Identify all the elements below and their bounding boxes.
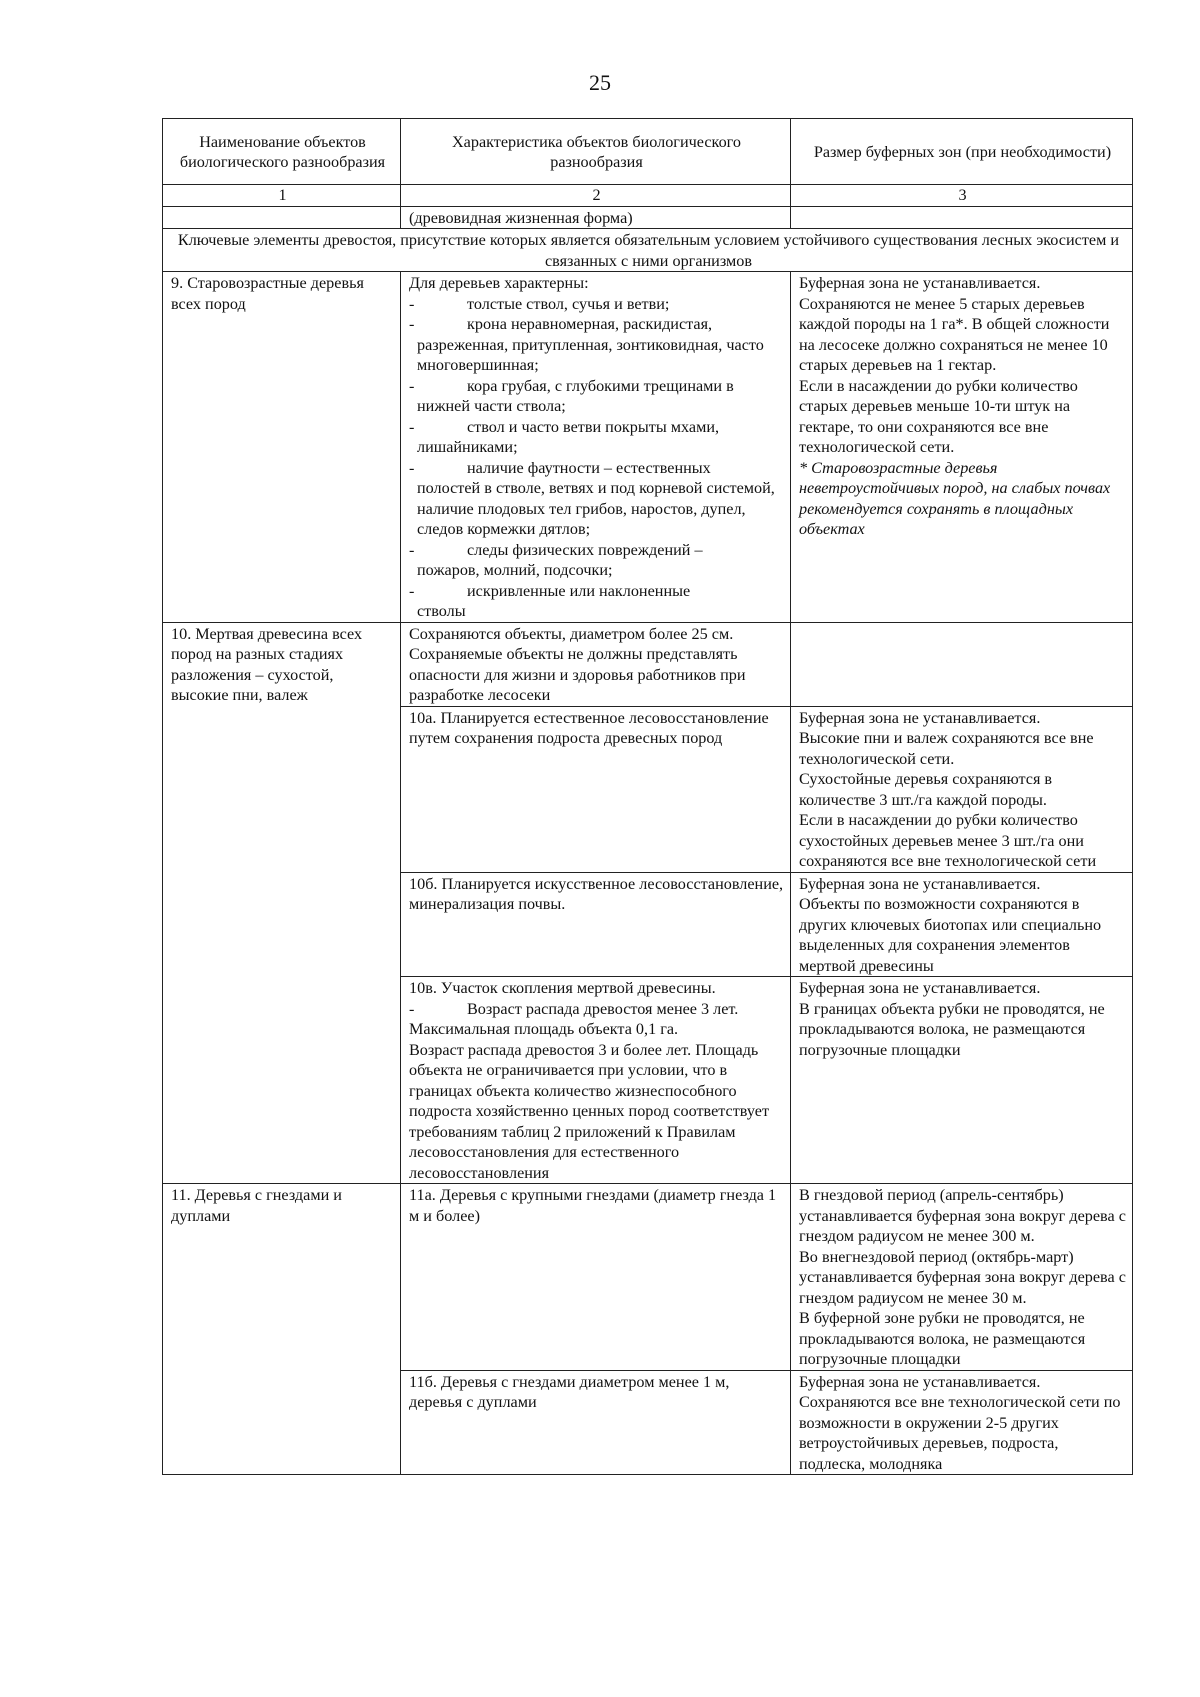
bullet-text: наличие фаутности – естественных xyxy=(467,458,711,477)
row11a-buffer-line: В гнездовой период (апрель-сентябрь) устанавливается буферная зона вокруг дерева с гнездом радиусом не менее 300 м. xyxy=(799,1186,1126,1245)
continuation-empty-cell xyxy=(163,206,401,229)
row10a-buffer-line: Высокие пни и валеж сохраняются все вне технологической сети. xyxy=(799,729,1094,768)
biodiversity-table xyxy=(162,118,1133,1475)
column-number-2: 2 xyxy=(401,185,791,207)
row9-bullet-item xyxy=(409,314,784,376)
bullet-line xyxy=(409,314,784,335)
row10-main-characteristics: Сохраняются объекты, диаметром более 25 см. Сохраняемые объекты не должны представлять опасности для жизни и здоровья работников при разработке лесосеки xyxy=(401,622,791,706)
bullet-text: крона неравномерная, раскидистая, xyxy=(467,315,713,333)
bullet-dash: - xyxy=(409,458,415,477)
column-number-1: 1 xyxy=(163,185,401,207)
header-buffer-size: Размер буферных зон (при необходимости) xyxy=(791,119,1133,185)
bullet-line xyxy=(409,540,784,561)
bullet-line xyxy=(409,294,784,315)
bullet-line xyxy=(409,376,784,397)
table-row-11a xyxy=(163,1184,1133,1371)
row10c-bullet xyxy=(409,999,784,1020)
bullet-dash: - xyxy=(409,376,415,395)
row9-bullet-item xyxy=(409,294,784,315)
row9-buffer-note: * Старовозрастные деревья неветроустойчивых пород, на слабых почвах рекомендуется сохранять в площадных объектах xyxy=(799,458,1111,538)
row10c-first-line: 10в. Участок скопления мертвой древесины. xyxy=(409,979,716,997)
section-heading-row xyxy=(163,229,1133,272)
row10-main-buffer xyxy=(791,622,1133,706)
row9-bullet-list xyxy=(409,294,784,622)
row10c-line: Возраст распада древостоя 3 и более лет. Площадь объекта не ограничивается при условии, что в границах объекта количество жизнеспособного подроста хозяйственно ценных пород соответствует требованиям таблиц 2 приложений к Правилам лесовосстановления для естественного лесовосстановления xyxy=(409,1040,770,1182)
bullet-dash: - xyxy=(409,999,415,1018)
row9-intro: Для деревьев характерны: xyxy=(409,274,589,292)
row10a-characteristics: 10а. Планируется естественное лесовосстановление путем сохранения подроста древесных пород xyxy=(401,706,791,872)
bullet-continuation: пожаров, молний, подсочки; xyxy=(417,561,613,579)
row11b-buffer xyxy=(791,1370,1133,1475)
bullet-text: искривленные или наклоненные xyxy=(467,581,691,600)
row9-bullet-item xyxy=(409,458,784,540)
continuation-empty-cell xyxy=(791,206,1133,229)
row10c-buffer xyxy=(791,977,1133,1184)
row10b-buffer-line: Буферная зона не устанавливается. xyxy=(799,874,1041,893)
row10b-buffer-line: Объекты по возможности сохраняются в других ключевых биотопах или специально выделенных для сохранения элементов мертвой древесины xyxy=(799,895,1102,975)
row11a-characteristics: 11а. Деревья с крупными гнездами (диаметр гнезда 1 м и более) xyxy=(401,1184,791,1371)
row10a-buffer xyxy=(791,706,1133,872)
row11b-buffer-line: Буферная зона не устанавливается. xyxy=(799,1372,1041,1391)
row9-bullet-item xyxy=(409,417,784,458)
row11a-buffer xyxy=(791,1184,1133,1371)
table-row-9 xyxy=(163,272,1133,623)
bullet-continuation: полостей в стволе, ветвях и под корневой системой, наличие плодовых тел грибов, наростов, дупел, следов кормежки дятлов; xyxy=(417,479,775,538)
row9-characteristics xyxy=(401,272,791,623)
row11-name: 11. Деревья с гнездами и дуплами xyxy=(163,1184,401,1475)
continuation-row xyxy=(163,206,1133,229)
bullet-line xyxy=(409,417,784,438)
row10c-buffer-line: В границах объекта рубки не проводятся, не прокладываются волока, не размещаются погрузочные площадки xyxy=(799,999,1105,1059)
bullet-text: Возраст распада древостоя менее 3 лет. xyxy=(467,999,739,1018)
bullet-dash: - xyxy=(409,540,415,559)
row10a-buffer-line: Если в насаждении до рубки количество сухостойных деревьев менее 3 шт./га они сохраняются все вне технологической сети xyxy=(799,811,1097,870)
row11b-buffer-line: Сохраняются все вне технологической сети по возможности в окружении 2-5 других ветроустойчивых деревьев, подроста, подлеска, молодняка xyxy=(799,1393,1121,1473)
row11a-buffer-line: Во внегнездовой период (октябрь-март) устанавливается буферная зона вокруг дерева с гнездом радиусом не менее 30 м. xyxy=(799,1247,1126,1307)
continuation-text: (древовидная жизненная форма) xyxy=(401,206,791,229)
row11a-buffer-line: В буферной зоне рубки не проводятся, не прокладываются волока, не размещаются погрузочные площадки xyxy=(799,1309,1086,1368)
bullet-dash: - xyxy=(409,417,415,436)
bullet-continuation: разреженная, притупленная, зонтиковидная, часто многовершинная; xyxy=(417,335,764,374)
row10c-characteristics xyxy=(401,977,791,1184)
section-heading: Ключевые элементы древостоя, присутствие которых является обязательным условием устойчивого существования лесных экосистем и связанных с ними организмов xyxy=(163,229,1133,272)
row9-buffer xyxy=(791,272,1133,623)
row9-bullet-item xyxy=(409,376,784,417)
row10b-characteristics: 10б. Планируется искусственное лесовосстановление, минерализация почвы. xyxy=(401,872,791,977)
bullet-continuation: стволы xyxy=(417,602,466,620)
header-characteristics: Характеристика объектов биологического разнообразия xyxy=(401,119,791,185)
row10-name: 10. Мертвая древесина всех пород на разных стадиях разложения – сухостой, высокие пни, валеж xyxy=(163,622,401,1184)
row9-buffer-line: Если в насаждении до рубки количество старых деревьев меньше 10-ти штук на гектаре, то они сохраняются все вне технологической сети. xyxy=(799,376,1078,456)
header-name: Наименование объектов биологического разнообразия xyxy=(163,119,401,185)
row9-bullet-item xyxy=(409,540,784,581)
bullet-text: ствол и часто ветви покрыты мхами, xyxy=(467,417,720,436)
row10c-buffer-line: Буферная зона не устанавливается. xyxy=(799,979,1041,997)
row9-bullet-item xyxy=(409,581,784,622)
bullet-continuation: лишайниками; xyxy=(417,438,518,456)
row10a-buffer-line: Сухостойные деревья сохраняются в количестве 3 шт./га каждой породы. xyxy=(799,770,1053,809)
bullet-continuation: нижней части ствола; xyxy=(417,397,566,415)
row10a-buffer-line: Буферная зона не устанавливается. xyxy=(799,708,1041,727)
bullet-line xyxy=(409,458,784,479)
bullet-text: толстые ствол, сучья и ветви; xyxy=(467,294,670,313)
bullet-text: следы физических повреждений – xyxy=(467,540,703,559)
column-number-3: 3 xyxy=(791,185,1133,207)
row10b-buffer xyxy=(791,872,1133,977)
row9-buffer-line: Сохраняются не менее 5 старых деревьев каждой породы на 1 га*. В общей сложности на лесосеке должно сохраняться не менее 10 старых деревьев на 1 гектар. xyxy=(799,294,1110,374)
header-row xyxy=(163,119,1133,185)
row11b-characteristics: 11б. Деревья с гнездами диаметром менее 1 м, деревья с дуплами xyxy=(401,1370,791,1475)
page-number: 25 xyxy=(589,70,611,95)
column-number-row xyxy=(163,185,1133,207)
bullet-line xyxy=(409,581,784,602)
bullet-text: кора грубая, с глубокими трещинами в xyxy=(467,376,734,395)
bullet-dash: - xyxy=(409,294,415,313)
bullet-dash: - xyxy=(409,315,415,333)
row9-buffer-line: Буферная зона не устанавливается. xyxy=(799,274,1041,292)
table-row-10 xyxy=(163,622,1133,706)
bullet-dash: - xyxy=(409,581,415,600)
row9-name: 9. Старовозрастные деревья всех пород xyxy=(163,272,401,623)
row10c-line: Максимальная площадь объекта 0,1 га. xyxy=(409,1020,679,1038)
